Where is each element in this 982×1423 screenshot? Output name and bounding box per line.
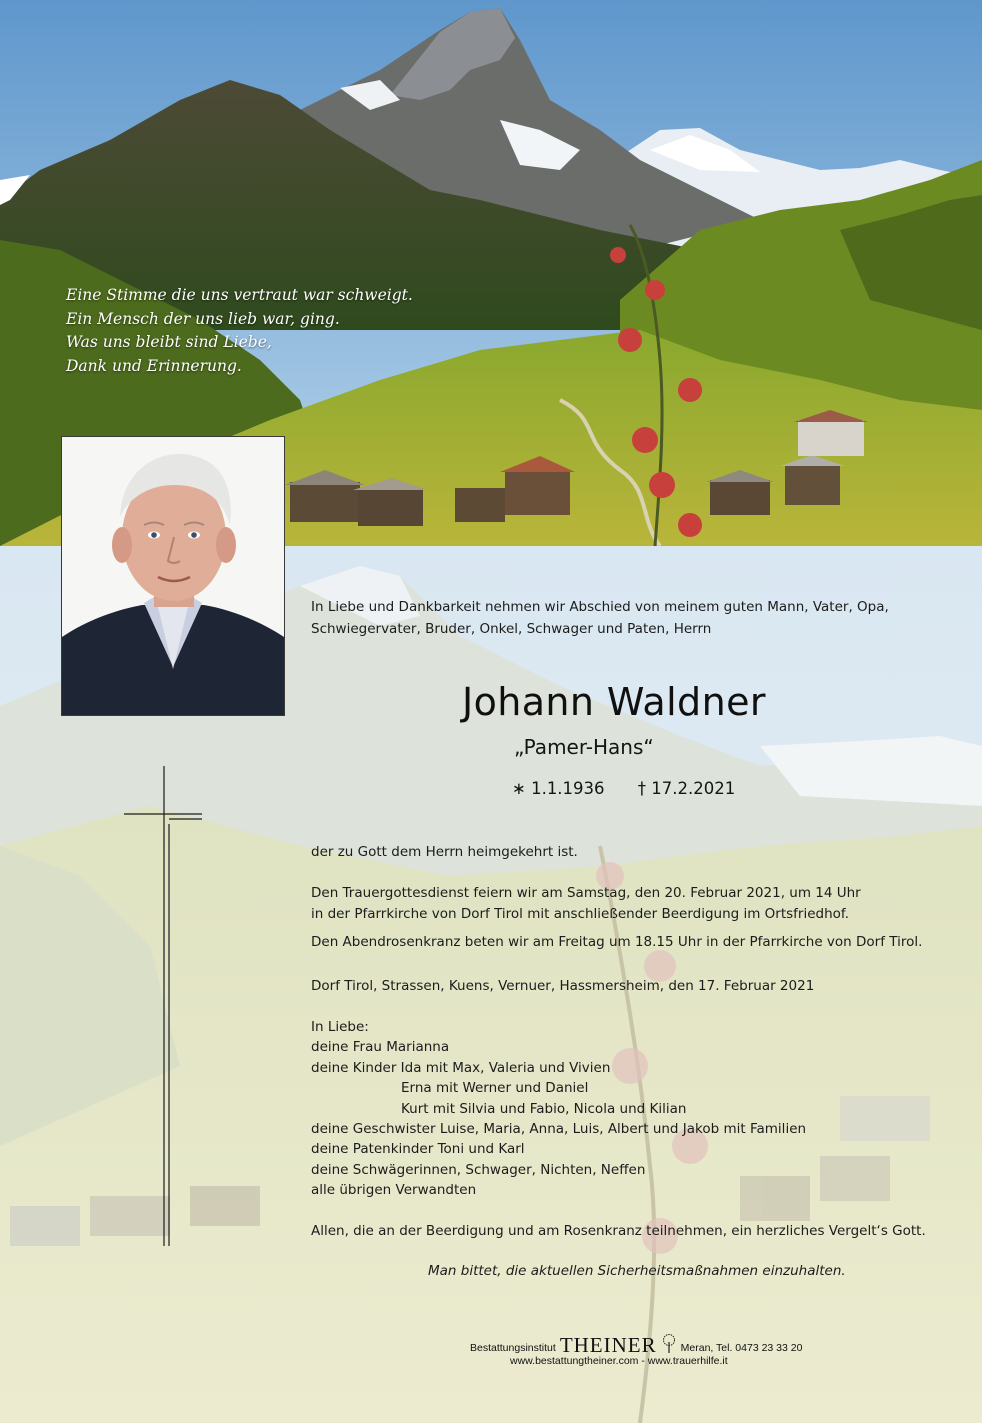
portrait-photo: [61, 436, 285, 716]
deceased-nickname: „Pamer-Hans“: [514, 735, 654, 759]
thanks-line: Allen, die an der Beerdigung und am Rosenkranz teilnehmen, ein herzliches Vergelt‘s Gott.: [311, 1223, 926, 1239]
death-date: † 17.2.2021: [637, 779, 736, 798]
family-line: deine Frau Marianna: [311, 1039, 450, 1056]
life-dates: [512, 779, 763, 798]
family-line: deine Kinder Ida mit Max, Valeria und Vivien: [311, 1059, 611, 1076]
family-line: deine Geschwister Luise, Maria, Anna, Luis, Albert und Jakob mit Familien: [311, 1121, 807, 1138]
poem: [66, 284, 466, 378]
family-line: deine Patenkinder Toni und Karl: [311, 1141, 525, 1158]
safety-notice: Man bittet, die aktuellen Sicherheitsmaßnahmen einzuhalten.: [428, 1263, 846, 1279]
poem-line: Dank und Erinnerung.: [66, 356, 242, 375]
family-list: [311, 1017, 806, 1201]
intro-text: [311, 596, 889, 640]
family-line: alle übrigen Verwandten: [311, 1182, 477, 1199]
footer-websites: www.bestattungtheiner.com - www.trauerhilfe.it: [510, 1355, 728, 1367]
intro-line: Schwiegervater, Bruder, Onkel, Schwager und Paten, Herrn: [311, 621, 712, 637]
poem-line: Eine Stimme die uns vertraut war schweigt.: [66, 286, 413, 304]
family-line: Erna mit Werner und Daniel: [401, 1080, 589, 1097]
poem-line: Ein Mensch der uns lieb war, ging.: [66, 309, 340, 328]
returned-line: der zu Gott dem Herrn heimgekehrt ist.: [311, 844, 578, 860]
tree-logo-icon: [661, 1334, 677, 1354]
intro-line: In Liebe und Dankbarkeit nehmen wir Abschied von meinem guten Mann, Vater, Opa,: [311, 599, 889, 615]
birth-date: ∗ 1.1.1936: [512, 779, 605, 798]
place-date: Dorf Tirol, Strassen, Kuens, Vernuer, Hassmersheim, den 17. Februar 2021: [311, 978, 815, 994]
poem-line: Was uns bleibt sind Liebe,: [66, 333, 272, 351]
funeral-home-footer: [470, 1334, 810, 1367]
deceased-name: Johann Waldner: [462, 680, 766, 724]
brand-name: THEINER: [559, 1333, 657, 1357]
family-line: deine Schwägerinnen, Schwager, Nichten, Neffen: [311, 1161, 646, 1178]
footer-prefix: Bestattungsinstitut: [470, 1342, 556, 1354]
service-line: in der Pfarrkirche von Dorf Tirol mit anschließender Beerdigung im Ortsfriedhof.: [311, 906, 849, 922]
family-line: In Liebe:: [311, 1019, 369, 1035]
funeral-service: [311, 883, 861, 925]
family-line: Kurt mit Silvia und Fabio, Nicola und Kilian: [401, 1100, 687, 1117]
cross-icon: [124, 766, 204, 1246]
service-line: Den Trauergottesdienst feiern wir am Samstag, den 20. Februar 2021, um 14 Uhr: [311, 885, 861, 901]
footer-contact: Meran, Tel. 0473 23 33 20: [680, 1342, 803, 1354]
rosary-line: Den Abendrosenkranz beten wir am Freitag um 18.15 Uhr in der Pfarrkirche von Dorf Tirol.: [311, 934, 923, 950]
